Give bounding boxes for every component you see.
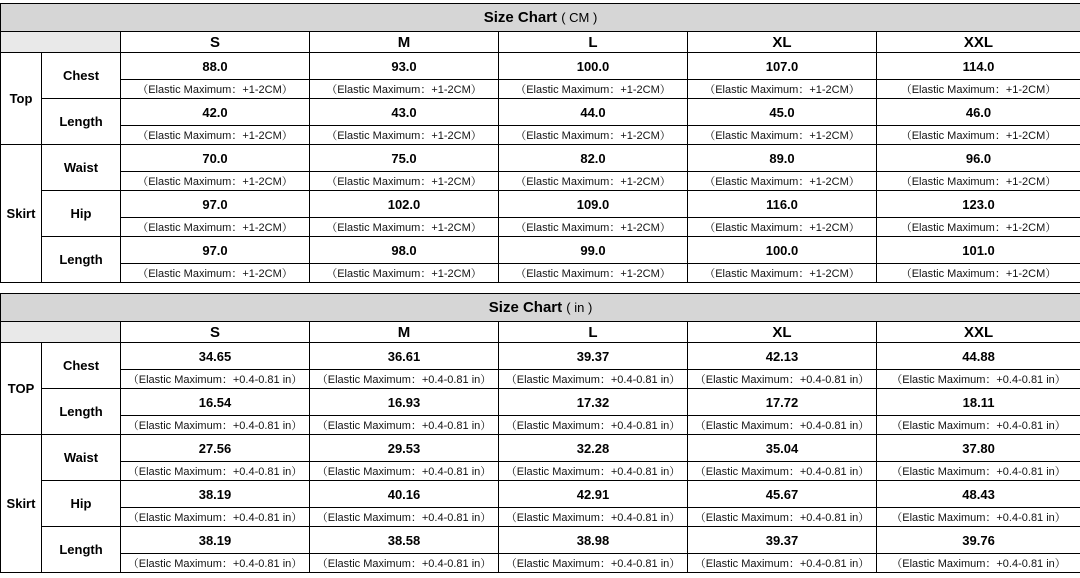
elastic-note: （Elastic Maximum：+1-2CM） [499,218,688,237]
size-header-xl: XL [688,322,877,343]
measurement-label: Chest [42,343,121,389]
elastic-note: （Elastic Maximum：+0.4-0.81 in） [310,370,499,389]
size-header-s: S [121,32,310,53]
elastic-note: （Elastic Maximum：+0.4-0.81 in） [121,508,310,527]
elastic-note: （Elastic Maximum：+1-2CM） [688,264,877,283]
measurement-label: Hip [42,191,121,237]
elastic-note: （Elastic Maximum：+1-2CM） [121,126,310,145]
size-table-cm [0,3,1080,283]
elastic-note: （Elastic Maximum：+0.4-0.81 in） [310,462,499,481]
value-cell: 36.61 [310,343,499,370]
table-row [1,527,1080,554]
value-cell: 97.0 [121,237,310,264]
elastic-note: （Elastic Maximum：+1-2CM） [121,80,310,99]
value-cell: 45.0 [688,99,877,126]
table-row [1,389,1080,416]
measurement-label: Waist [42,435,121,481]
elastic-note: （Elastic Maximum：+1-2CM） [877,264,1080,283]
measurement-label: Length [42,527,121,573]
elastic-note: （Elastic Maximum：+0.4-0.81 in） [121,370,310,389]
elastic-note: （Elastic Maximum：+0.4-0.81 in） [310,508,499,527]
value-cell: 38.58 [310,527,499,554]
elastic-note: （Elastic Maximum：+0.4-0.81 in） [310,554,499,573]
table-note-row [1,218,1080,237]
value-cell: 107.0 [688,53,877,80]
table-note-row [1,416,1080,435]
value-cell: 44.0 [499,99,688,126]
elastic-note: （Elastic Maximum：+1-2CM） [310,126,499,145]
table-note-row [1,264,1080,283]
table-note-row [1,172,1080,191]
elastic-note: （Elastic Maximum：+1-2CM） [310,264,499,283]
elastic-note: （Elastic Maximum：+1-2CM） [688,80,877,99]
table-row [1,53,1080,80]
elastic-note: （Elastic Maximum：+1-2CM） [877,172,1080,191]
group-label: TOP [1,343,42,435]
value-cell: 34.65 [121,343,310,370]
header-blank [1,322,121,343]
value-cell: 70.0 [121,145,310,172]
value-cell: 44.88 [877,343,1080,370]
chart-unit: ( in ) [566,300,593,315]
table-row [1,191,1080,218]
size-header-l: L [499,322,688,343]
chart-title [1,4,1080,32]
value-cell: 27.56 [121,435,310,462]
elastic-note: （Elastic Maximum：+1-2CM） [310,218,499,237]
value-cell: 100.0 [499,53,688,80]
elastic-note: （Elastic Maximum：+1-2CM） [499,80,688,99]
value-cell: 42.0 [121,99,310,126]
chart-title-text: Size Chart [488,299,563,316]
value-cell: 42.13 [688,343,877,370]
size-header-m: M [310,32,499,53]
elastic-note: （Elastic Maximum：+1-2CM） [877,218,1080,237]
chart-unit: ( CM ) [561,10,598,25]
elastic-note: （Elastic Maximum：+1-2CM） [310,172,499,191]
size-header-xl: XL [688,32,877,53]
value-cell: 82.0 [499,145,688,172]
measurement-label: Length [42,237,121,283]
value-cell: 16.93 [310,389,499,416]
value-cell: 17.72 [688,389,877,416]
elastic-note: （Elastic Maximum：+1-2CM） [121,264,310,283]
value-cell: 100.0 [688,237,877,264]
table-row [1,343,1080,370]
elastic-note: （Elastic Maximum：+0.4-0.81 in） [877,508,1080,527]
measurement-label: Hip [42,481,121,527]
value-cell: 32.28 [499,435,688,462]
group-label: Top [1,53,42,145]
size-header-xxl: XXL [877,322,1080,343]
value-cell: 96.0 [877,145,1080,172]
value-cell: 99.0 [499,237,688,264]
value-cell: 35.04 [688,435,877,462]
elastic-note: （Elastic Maximum：+0.4-0.81 in） [877,416,1080,435]
value-cell: 114.0 [877,53,1080,80]
elastic-note: （Elastic Maximum：+0.4-0.81 in） [688,370,877,389]
value-cell: 48.43 [877,481,1080,508]
table-note-row [1,370,1080,389]
value-cell: 42.91 [499,481,688,508]
elastic-note: （Elastic Maximum：+0.4-0.81 in） [877,462,1080,481]
elastic-note: （Elastic Maximum：+0.4-0.81 in） [121,462,310,481]
value-cell: 38.19 [121,481,310,508]
elastic-note: （Elastic Maximum：+0.4-0.81 in） [499,554,688,573]
elastic-note: （Elastic Maximum：+0.4-0.81 in） [688,508,877,527]
value-cell: 39.76 [877,527,1080,554]
size-header-l: L [499,32,688,53]
elastic-note: （Elastic Maximum：+0.4-0.81 in） [688,462,877,481]
value-cell: 93.0 [310,53,499,80]
table-row [1,99,1080,126]
elastic-note: （Elastic Maximum：+0.4-0.81 in） [877,554,1080,573]
elastic-note: （Elastic Maximum：+1-2CM） [877,126,1080,145]
value-cell: 37.80 [877,435,1080,462]
header-blank [1,32,121,53]
value-cell: 97.0 [121,191,310,218]
elastic-note: （Elastic Maximum：+1-2CM） [877,80,1080,99]
group-label: Skirt [1,145,42,283]
size-header-m: M [310,322,499,343]
size-chart-cm [0,3,1080,283]
table-row [1,145,1080,172]
value-cell: 39.37 [499,343,688,370]
elastic-note: （Elastic Maximum：+1-2CM） [121,218,310,237]
table-row [1,481,1080,508]
value-cell: 38.19 [121,527,310,554]
elastic-note: （Elastic Maximum：+0.4-0.81 in） [499,462,688,481]
table-note-row [1,554,1080,573]
elastic-note: （Elastic Maximum：+1-2CM） [499,264,688,283]
table-row [1,237,1080,264]
measurement-label: Length [42,389,121,435]
elastic-note: （Elastic Maximum：+0.4-0.81 in） [499,416,688,435]
value-cell: 16.54 [121,389,310,416]
value-cell: 101.0 [877,237,1080,264]
value-cell: 18.11 [877,389,1080,416]
value-cell: 38.98 [499,527,688,554]
value-cell: 88.0 [121,53,310,80]
value-cell: 89.0 [688,145,877,172]
value-cell: 75.0 [310,145,499,172]
size-header-s: S [121,322,310,343]
elastic-note: （Elastic Maximum：+1-2CM） [688,218,877,237]
elastic-note: （Elastic Maximum：+1-2CM） [499,126,688,145]
chart-title [1,294,1080,322]
value-cell: 40.16 [310,481,499,508]
value-cell: 102.0 [310,191,499,218]
value-cell: 123.0 [877,191,1080,218]
measurement-label: Waist [42,145,121,191]
table-note-row [1,508,1080,527]
chart-title-text: Size Chart [483,9,558,26]
value-cell: 98.0 [310,237,499,264]
elastic-note: （Elastic Maximum：+1-2CM） [499,172,688,191]
elastic-note: （Elastic Maximum：+0.4-0.81 in） [688,554,877,573]
elastic-note: （Elastic Maximum：+0.4-0.81 in） [688,416,877,435]
elastic-note: （Elastic Maximum：+0.4-0.81 in） [499,508,688,527]
value-cell: 39.37 [688,527,877,554]
elastic-note: （Elastic Maximum：+0.4-0.81 in） [877,370,1080,389]
size-header-xxl: XXL [877,32,1080,53]
table-note-row [1,80,1080,99]
elastic-note: （Elastic Maximum：+0.4-0.81 in） [499,370,688,389]
value-cell: 116.0 [688,191,877,218]
measurement-label: Length [42,99,121,145]
elastic-note: （Elastic Maximum：+0.4-0.81 in） [121,554,310,573]
elastic-note: （Elastic Maximum：+1-2CM） [121,172,310,191]
value-cell: 46.0 [877,99,1080,126]
elastic-note: （Elastic Maximum：+1-2CM） [310,80,499,99]
value-cell: 17.32 [499,389,688,416]
size-chart-in [0,293,1080,573]
size-table-in [0,293,1080,573]
measurement-label: Chest [42,53,121,99]
elastic-note: （Elastic Maximum：+1-2CM） [688,126,877,145]
value-cell: 109.0 [499,191,688,218]
elastic-note: （Elastic Maximum：+1-2CM） [688,172,877,191]
elastic-note: （Elastic Maximum：+0.4-0.81 in） [310,416,499,435]
elastic-note: （Elastic Maximum：+0.4-0.81 in） [121,416,310,435]
table-row [1,435,1080,462]
table-note-row [1,462,1080,481]
value-cell: 45.67 [688,481,877,508]
value-cell: 29.53 [310,435,499,462]
group-label: Skirt [1,435,42,573]
table-note-row [1,126,1080,145]
value-cell: 43.0 [310,99,499,126]
